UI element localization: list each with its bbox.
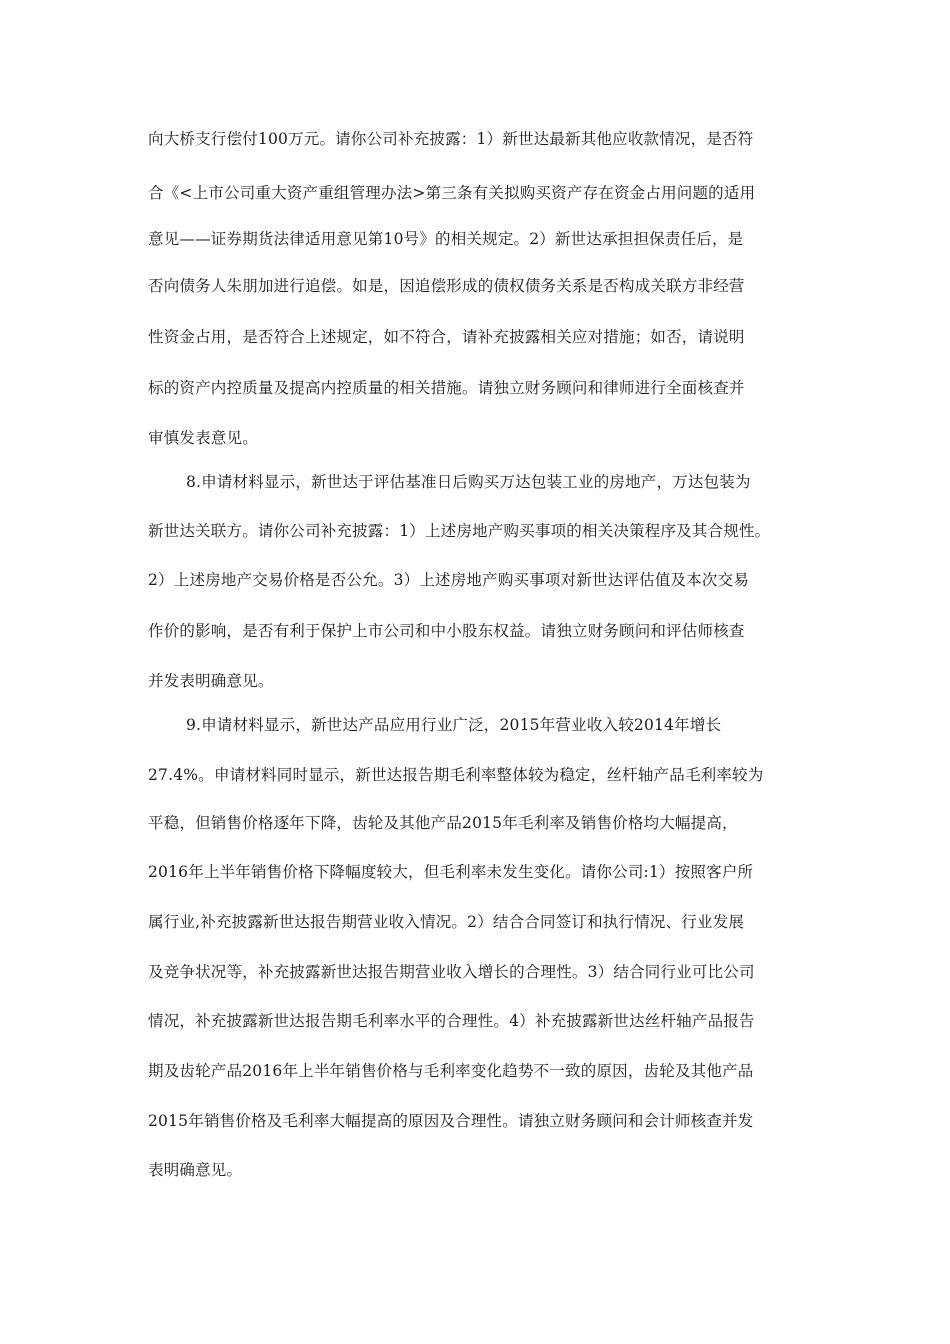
- text-line: 2）上述房地产交易价格是否公允。3）上述房地产购买事项对新世达评估值及本次交易: [148, 571, 750, 589]
- text-line: 合《<上市公司重大资产重组管理办法>第三条有关拟购买资产存在资金占用问题的适用: [148, 184, 756, 202]
- text-line: 27.4%。申请材料同时显示，新世达报告期毛利率整体较为稳定，丝杆轴产品毛利率较为: [148, 766, 764, 784]
- text-line: 并发表明确意见。: [148, 672, 274, 690]
- text-line: 表明确意见。: [148, 1161, 243, 1179]
- text-line: 2016年上半年销售价格下降幅度较大，但毛利率未发生变化。请你公司:1）按照客户所: [148, 863, 754, 881]
- text-line: 性资金占用，是否符合上述规定，如不符合，请补充披露相关应对措施；如否，请说明: [148, 328, 745, 346]
- text-line: 否向债务人朱朋加进行追偿。如是，因追偿形成的债权债务关系是否构成关联方非经营: [148, 277, 745, 295]
- paragraph-8-start: 8.申请材料显示，新世达于评估基准日后购买万达包装工业的房地产，万达包装为: [186, 473, 751, 491]
- paragraph-9-start: 9.申请材料显示，新世达产品应用行业广泛，2015年营业收入较2014年增长: [186, 716, 722, 734]
- text-line: 意见——证券期货法律适用意见第10号》的相关规定。2）新世达承担担保责任后，是: [148, 230, 744, 248]
- text-line: 情况，补充披露新世达报告期毛利率水平的合理性。4）补充披露新世达丝杆轴产品报告: [148, 1012, 755, 1030]
- text-line: 作价的影响，是否有利于保护上市公司和中小股东权益。请独立财务顾问和评估师核查: [148, 622, 745, 640]
- text-line: 新世达关联方。请你公司补充披露：1）上述房地产购买事项的相关决策程序及其合规性。: [148, 522, 771, 540]
- text-line: 及竞争状况等，补充披露新世达报告期营业收入增长的合理性。3）结合同行业可比公司: [148, 963, 755, 981]
- text-line: 标的资产内控质量及提高内控质量的相关措施。请独立财务顾问和律师进行全面核查并: [148, 379, 745, 397]
- text-line: 向大桥支行偿付100万元。请你公司补充披露：1）新世达最新其他应收款情况，是否符: [148, 130, 754, 148]
- text-line: 审慎发表意见。: [148, 429, 258, 447]
- text-line: 2015年销售价格及毛利率大幅提高的原因及合理性。请独立财务顾问和会计师核查并发: [148, 1112, 754, 1130]
- text-line: 期及齿轮产品2016年上半年销售价格与毛利率变化趋势不一致的原因，齿轮及其他产品: [148, 1062, 754, 1080]
- text-line: 平稳，但销售价格逐年下降，齿轮及其他产品2015年毛利率及销售价格均大幅提高，: [148, 814, 738, 832]
- text-line: 属行业,补充披露新世达报告期营业收入情况。2）结合合同签订和执行情况、行业发展: [148, 913, 745, 931]
